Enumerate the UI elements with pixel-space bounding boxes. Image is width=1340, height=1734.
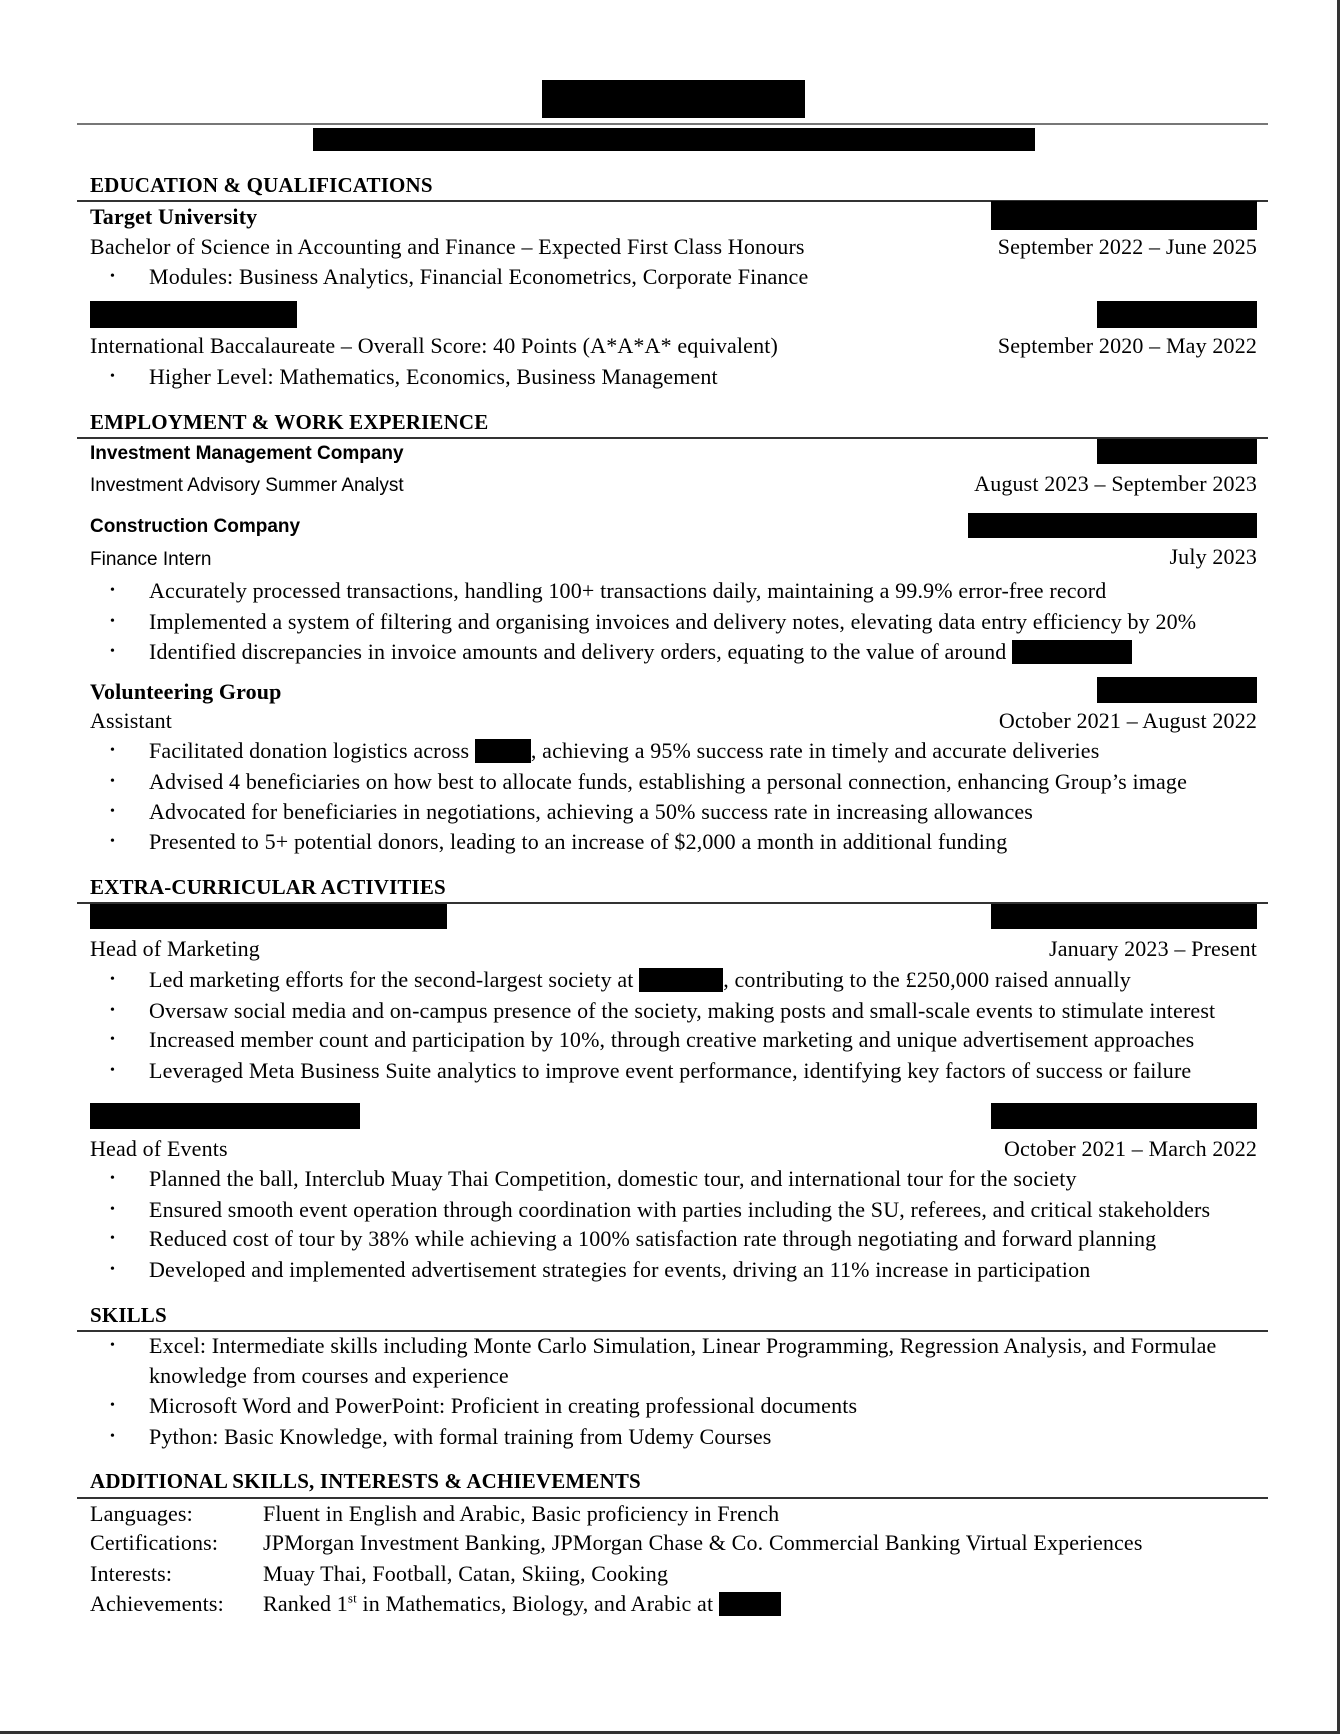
row-value: Fluent in English and Arabic, Basic proficiency in French bbox=[263, 1501, 780, 1526]
list-item-text: Advised 4 beneficiaries on how best to allocate funds, establishing a personal connection, enhancing Group’s image bbox=[149, 769, 1187, 794]
list-item-text: Higher Level: Mathematics, Economics, Business Management bbox=[149, 364, 718, 389]
additional-row bbox=[0, 1560, 1340, 1588]
text: Facilitated donation logistics across bbox=[149, 738, 470, 763]
bullet-icon: • bbox=[110, 1063, 116, 1078]
section-rule bbox=[77, 437, 1268, 439]
list-item-text bbox=[149, 737, 1099, 765]
text: Ranked 1 bbox=[263, 1591, 348, 1616]
bullet-icon: • bbox=[110, 369, 116, 384]
redacted-contact bbox=[313, 128, 1035, 151]
row-value bbox=[263, 1590, 781, 1618]
dates: July 2023 bbox=[1169, 544, 1257, 569]
list-item-text: Implemented a system of filtering and organising invoices and delivery notes, elevating data entry efficiency by 20% bbox=[149, 609, 1197, 634]
list-item-text: Increased member count and participation by 10%, through creative marketing and unique advertisement approaches bbox=[149, 1027, 1195, 1052]
row-value: JPMorgan Investment Banking, JPMorgan Chase & Co. Commercial Banking Virtual Experiences bbox=[263, 1530, 1143, 1555]
job-title: Head of Events bbox=[90, 1136, 228, 1161]
job-title: Investment Advisory Summer Analyst bbox=[90, 475, 404, 496]
dates: January 2023 – Present bbox=[1049, 936, 1257, 961]
list-item-text: Reduced cost of tour by 38% while achieving a 100% satisfaction rate through negotiating and forward planning bbox=[149, 1226, 1157, 1251]
school-name: Target University bbox=[90, 204, 258, 229]
list-item-text bbox=[149, 966, 1131, 994]
company-name: Investment Management Company bbox=[90, 443, 404, 464]
bullet-icon: • bbox=[110, 583, 116, 598]
bullet-icon: • bbox=[110, 614, 116, 629]
bullet-icon: • bbox=[110, 1003, 116, 1018]
redacted-society bbox=[90, 1103, 360, 1129]
job-title: Finance Intern bbox=[90, 549, 212, 570]
section-heading-skills: SKILLS bbox=[90, 1303, 167, 1327]
bullet-icon: • bbox=[110, 834, 116, 849]
list-item-text: Excel: Intermediate skills including Monte Carlo Simulation, Linear Programming, Regression Analysis, and Formulae bbox=[149, 1333, 1217, 1358]
bullet-icon: • bbox=[110, 1429, 116, 1444]
degree: Bachelor of Science in Accounting and Finance – Expected First Class Honours bbox=[90, 234, 805, 259]
section-heading-education: EDUCATION & QUALIFICATIONS bbox=[90, 173, 433, 197]
redacted-location bbox=[1097, 439, 1257, 464]
list-item-text: Python: Basic Knowledge, with formal training from Udemy Courses bbox=[149, 1424, 772, 1449]
redacted-location bbox=[991, 201, 1257, 230]
bullet-icon: • bbox=[110, 1171, 116, 1186]
bullet-icon: • bbox=[110, 1202, 116, 1217]
list-item-text: Leveraged Meta Business Suite analytics to improve event performance, identifying key factors of success or failure bbox=[149, 1058, 1192, 1083]
text: in Mathematics, Biology, and Arabic at bbox=[356, 1591, 714, 1616]
redacted-school bbox=[90, 301, 297, 328]
list-item-text: knowledge from courses and experience bbox=[149, 1363, 509, 1388]
degree: International Baccalaureate – Overall Score: 40 Points (A*A*A* equivalent) bbox=[90, 333, 778, 358]
job-title: Head of Marketing bbox=[90, 936, 260, 961]
dates: September 2020 – May 2022 bbox=[997, 333, 1257, 358]
redacted-society bbox=[90, 904, 447, 929]
list-item-text: Ensured smooth event operation through coordination with parties including the SU, referees, and critical stakeholders bbox=[149, 1197, 1211, 1222]
list-item-text: Modules: Business Analytics, Financial Econometrics, Corporate Finance bbox=[149, 264, 809, 289]
row-label: Interests: bbox=[90, 1561, 173, 1586]
section-rule bbox=[77, 1497, 1268, 1499]
bullet-icon: • bbox=[110, 1231, 116, 1246]
list-item-text bbox=[149, 638, 1132, 666]
section-heading-employment: EMPLOYMENT & WORK EXPERIENCE bbox=[90, 410, 489, 434]
dates: October 2021 – March 2022 bbox=[1003, 1136, 1257, 1161]
additional-row bbox=[0, 1500, 1340, 1528]
section-heading-extracurricular: EXTRA-CURRICULAR ACTIVITIES bbox=[90, 875, 446, 899]
list-item-text: Accurately processed transactions, handling 100+ transactions daily, maintaining a 99.9% error-free record bbox=[149, 578, 1107, 603]
row-label: Certifications: bbox=[90, 1530, 219, 1555]
redacted-location bbox=[991, 904, 1257, 929]
dates: September 2022 – June 2025 bbox=[997, 234, 1257, 259]
header-rule bbox=[77, 123, 1268, 125]
bullet-icon: • bbox=[110, 743, 116, 758]
text: Identified discrepancies in invoice amounts and delivery orders, equating to the value of around bbox=[149, 639, 1007, 664]
text: , contributing to the £250,000 raised annually bbox=[723, 967, 1131, 992]
company-name: Volunteering Group bbox=[90, 679, 282, 704]
row-value: Muay Thai, Football, Catan, Skiing, Cooking bbox=[263, 1561, 669, 1586]
redacted-location bbox=[1097, 677, 1257, 703]
redacted-university bbox=[639, 968, 723, 992]
superscript: st bbox=[347, 1590, 357, 1606]
bullet-icon: • bbox=[110, 1338, 116, 1353]
redacted-location bbox=[991, 1103, 1257, 1129]
text: Led marketing efforts for the second-largest society at bbox=[149, 967, 634, 992]
bullet-icon: • bbox=[110, 644, 116, 659]
dates: October 2021 – August 2022 bbox=[998, 708, 1257, 733]
redacted-location bbox=[968, 513, 1257, 538]
list-item-text: Advocated for beneficiaries in negotiations, achieving a 50% success rate in increasing allowances bbox=[149, 799, 1033, 824]
bullet-icon: • bbox=[110, 1262, 116, 1277]
text: , achieving a 95% success rate in timely and accurate deliveries bbox=[530, 738, 1100, 763]
row-label: Languages: bbox=[90, 1501, 193, 1526]
list-item-text: Microsoft Word and PowerPoint: Proficient in creating professional documents bbox=[149, 1393, 858, 1418]
list-item-text: Presented to 5+ potential donors, leading to an increase of $2,000 a month in additional funding bbox=[149, 829, 1008, 854]
bullet-icon: • bbox=[110, 1398, 116, 1413]
job-title: Assistant bbox=[90, 708, 173, 733]
company-name: Construction Company bbox=[90, 516, 301, 537]
bullet-icon: • bbox=[110, 1032, 116, 1047]
section-heading-additional: ADDITIONAL SKILLS, INTERESTS & ACHIEVEMENTS bbox=[90, 1469, 641, 1493]
bullet-icon: • bbox=[110, 972, 116, 987]
additional-row bbox=[0, 1529, 1340, 1557]
row-label: Achievements: bbox=[90, 1591, 224, 1616]
redacted-school bbox=[719, 1592, 781, 1616]
bullet-icon: • bbox=[110, 774, 116, 789]
list-item-text: Planned the ball, Interclub Muay Thai Competition, domestic tour, and international tour for the society bbox=[149, 1166, 1077, 1191]
redacted-location bbox=[475, 739, 531, 763]
redacted-name bbox=[542, 80, 805, 118]
list-item-text: Developed and implemented advertisement strategies for events, driving an 11% increase in participation bbox=[149, 1257, 1091, 1282]
dates: August 2023 – September 2023 bbox=[974, 471, 1257, 496]
bullet-icon: • bbox=[110, 269, 116, 284]
bullet-icon: • bbox=[110, 804, 116, 819]
redacted-location bbox=[1097, 301, 1257, 328]
list-item-text: Oversaw social media and on-campus presence of the society, making posts and small-scale events to stimulate interest bbox=[149, 998, 1216, 1023]
additional-row bbox=[0, 1590, 1340, 1618]
redacted-amount bbox=[1012, 640, 1132, 664]
